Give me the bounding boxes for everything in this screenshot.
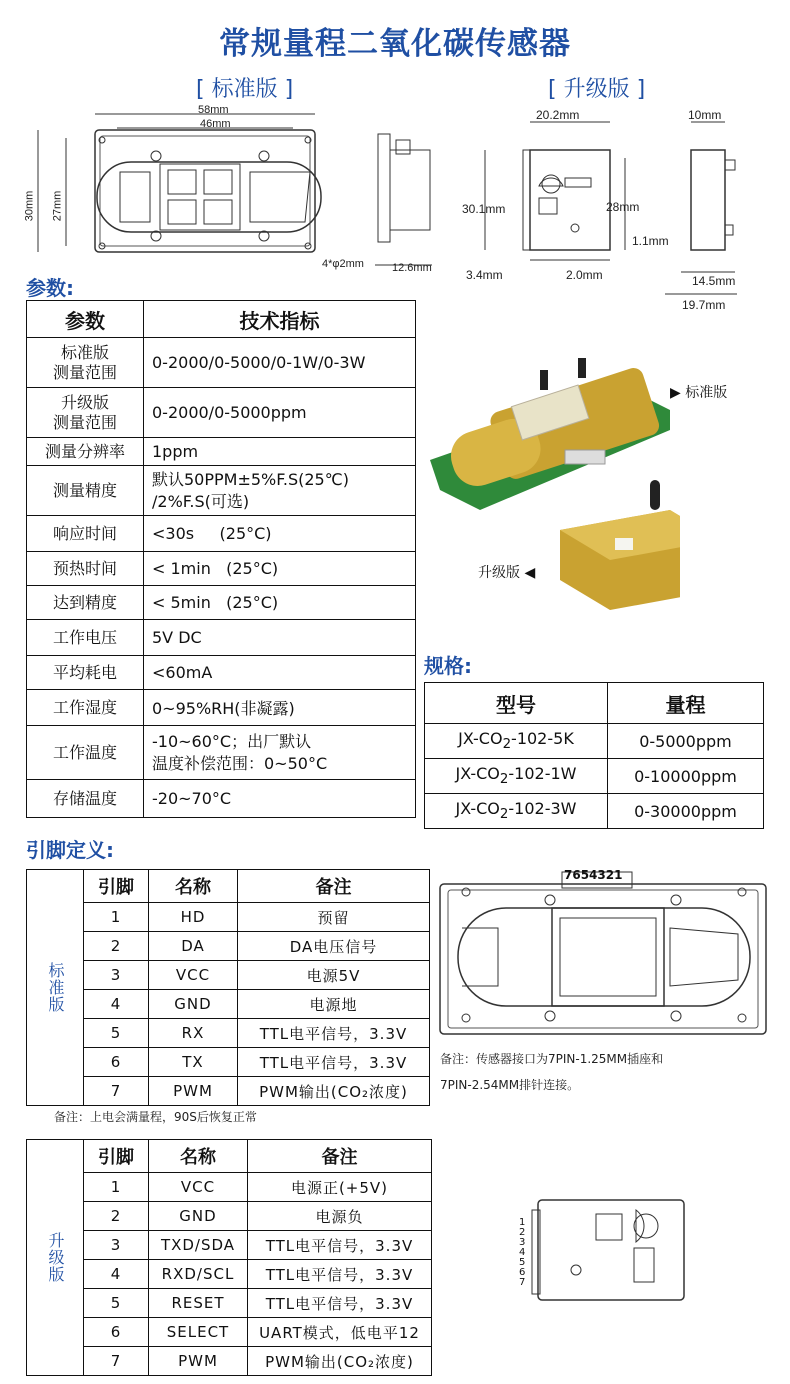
spec-model-sub: 2 <box>502 737 512 753</box>
pin-name: GND <box>149 990 238 1019</box>
pin-note: 电源正(+5V) <box>248 1173 432 1202</box>
table-row <box>27 990 430 1019</box>
dim-30mm: 30mm <box>23 190 36 222</box>
spec-section-title: 规格: <box>424 654 472 678</box>
table-row <box>27 1347 432 1376</box>
dim-2.0mm: 2.0mm <box>566 268 603 282</box>
spec-model-suffix: -102-3W <box>508 799 577 819</box>
pin-number: 5 <box>84 1289 149 1318</box>
pin-number: 3 <box>84 1231 149 1260</box>
standard-version-label: [ 标准版 ] <box>196 77 294 102</box>
param-key: 存储温度 <box>27 780 144 818</box>
table-row <box>27 932 430 961</box>
table-row <box>27 1318 432 1347</box>
pin-number: 7 <box>84 1077 149 1106</box>
upgrade-photo-label: 升级版 ◀ <box>478 565 536 581</box>
params-header-param: 参数 <box>27 301 144 338</box>
spec-table <box>424 682 764 829</box>
pin-note: PWM输出(CO₂浓度) <box>248 1347 432 1376</box>
pin-number: 2 <box>84 932 149 961</box>
pin-number: 1 <box>84 1173 149 1202</box>
dim-14.5mm: 14.5mm <box>692 274 736 288</box>
table-row <box>27 1048 430 1077</box>
spec-model-suffix: -102-5K <box>511 729 574 749</box>
dim-3.4mm: 3.4mm <box>466 268 503 282</box>
standard-pin-side-label: 标准版 <box>27 870 84 1106</box>
param-key: 标准版 测量范围 <box>27 338 144 388</box>
pin-name: RESET <box>149 1289 248 1318</box>
spec-range: 0-30000ppm <box>607 794 763 829</box>
upgrade-pin-digits <box>519 1218 527 1288</box>
pin-name: RX <box>149 1019 238 1048</box>
param-key: 升级版 测量范围 <box>27 388 144 438</box>
pin-note: DA电压信号 <box>238 932 430 961</box>
dim-27mm: 27mm <box>51 190 64 222</box>
spec-range: 0-10000ppm <box>607 759 763 794</box>
dim-28mm: 28mm <box>606 200 640 214</box>
table-row <box>27 1231 432 1260</box>
param-value: 0~95%RH(非凝露) <box>144 690 416 726</box>
pin-name: DA <box>149 932 238 961</box>
upgrade-pinout-drawing <box>518 1196 688 1304</box>
pin-header-name: 名称 <box>149 1140 248 1173</box>
pin-name: TX <box>149 1048 238 1077</box>
spec-model-prefix: JX-CO <box>455 799 500 819</box>
pin-name: GND <box>149 1202 248 1231</box>
spec-model-prefix: JX-CO <box>458 729 503 749</box>
connector-note-line1: 备注：传感器接口为7PIN-1.25MM插座和 <box>440 1052 664 1066</box>
table-row <box>27 1019 430 1048</box>
pin-number: 7 <box>84 1347 149 1376</box>
page-title: 常规量程二氧化碳传感器 <box>219 26 571 62</box>
pin-name: RXD/SCL <box>149 1260 248 1289</box>
spec-row <box>425 759 764 794</box>
table-row <box>27 1289 432 1318</box>
pin-note: PWM输出(CO₂浓度) <box>238 1077 430 1106</box>
params-table <box>26 300 416 818</box>
dim-19.7mm: 19.7mm <box>682 298 726 312</box>
spec-header-range: 量程 <box>607 683 763 724</box>
upgrade-pin-digit: 4 <box>519 1247 526 1258</box>
param-value: <30s (25°C) <box>144 516 416 552</box>
param-key: 测量分辨率 <box>27 438 144 466</box>
spec-header-model: 型号 <box>425 683 608 724</box>
pin-note: 电源5V <box>238 961 430 990</box>
pin-name: TXD/SDA <box>149 1231 248 1260</box>
spec-model-sub: 2 <box>499 772 509 788</box>
pin-header-note: 备注 <box>248 1140 432 1173</box>
spec-model-suffix: -102-1W <box>508 764 577 784</box>
product-photos <box>420 350 680 630</box>
pin-name: SELECT <box>149 1318 248 1347</box>
connector-note-line2: 7PIN-2.54MM排针连接。 <box>440 1078 580 1092</box>
param-value: 默认50PPM±5%F.S(25℃) /2%F.S(可选) <box>144 466 416 516</box>
pin-numbers-label: 7654321 <box>564 868 623 882</box>
param-key: 工作湿度 <box>27 690 144 726</box>
dim-30.1mm: 30.1mm <box>462 202 506 216</box>
pin-header-pin: 引脚 <box>84 1140 149 1173</box>
param-key: 平均耗电 <box>27 656 144 690</box>
upgrade-pin-table <box>26 1139 432 1376</box>
upgrade-pin-side-label: 升级版 <box>27 1140 84 1376</box>
pin-header-note: 备注 <box>238 870 430 903</box>
pin-number: 1 <box>84 903 149 932</box>
pin-note: TTL电平信号，3.3V <box>238 1048 430 1077</box>
param-value: <60mA <box>144 656 416 690</box>
upgrade-sensor-illustration <box>560 480 680 610</box>
param-key: 达到精度 <box>27 586 144 620</box>
dim-10mm: 10mm <box>688 108 722 122</box>
param-value: < 5min (25°C) <box>144 586 416 620</box>
pin-name: PWM <box>149 1347 248 1376</box>
param-key: 工作温度 <box>27 726 144 780</box>
upgrade-pin-digit: 2 <box>519 1227 526 1238</box>
standard-dimension-drawing <box>20 100 460 280</box>
upgrade-pin-digit: 3 <box>519 1237 526 1248</box>
param-value: 5V DC <box>144 620 416 656</box>
table-row <box>27 1260 432 1289</box>
pin-number: 6 <box>84 1048 149 1077</box>
pins-section-title: 引脚定义: <box>26 838 114 862</box>
standard-photo-label: ▶ 标准版 <box>670 385 728 401</box>
param-value: -10~60°C；出厂默认 温度补偿范围：0~50°C <box>144 726 416 780</box>
param-value: 0-2000/0-5000ppm <box>144 388 416 438</box>
pin-name: VCC <box>149 961 238 990</box>
pin-note: TTL电平信号，3.3V <box>238 1019 430 1048</box>
pin-number: 4 <box>84 990 149 1019</box>
dim-20.2mm: 20.2mm <box>536 108 580 122</box>
dim-1.1mm: 1.1mm <box>632 234 669 248</box>
table-row <box>27 961 430 990</box>
table-row <box>27 903 430 932</box>
spec-row <box>425 724 764 759</box>
table-row <box>27 1173 432 1202</box>
upgrade-pin-digit: 6 <box>519 1267 526 1278</box>
pin-number: 2 <box>84 1202 149 1231</box>
pin-number: 6 <box>84 1318 149 1347</box>
pin-note: TTL电平信号，3.3V <box>248 1231 432 1260</box>
pin-number: 5 <box>84 1019 149 1048</box>
dim-46mm: 46mm <box>200 118 231 130</box>
spec-model-sub: 2 <box>499 807 509 823</box>
power-note: 备注：上电会满量程，90S后恢复正常 <box>54 1110 257 1124</box>
standard-pin-table <box>26 869 430 1106</box>
pin-note: 预留 <box>238 903 430 932</box>
pin-note: 电源负 <box>248 1202 432 1231</box>
pin-note: TTL电平信号，3.3V <box>248 1289 432 1318</box>
pin-name: PWM <box>149 1077 238 1106</box>
standard-sensor-illustration <box>430 358 670 510</box>
dim-holes: 4*φ2mm <box>322 258 364 270</box>
param-key: 工作电压 <box>27 620 144 656</box>
pin-note: 电源地 <box>238 990 430 1019</box>
upgrade-pin-digit: 5 <box>519 1257 526 1268</box>
standard-pinout-drawing <box>438 868 770 1038</box>
upgrade-pin-digit: 1 <box>519 1217 526 1228</box>
param-value: -20~70°C <box>144 780 416 818</box>
upgrade-version-label: [ 升级版 ] <box>548 77 646 102</box>
pin-number: 3 <box>84 961 149 990</box>
spec-range: 0-5000ppm <box>607 724 763 759</box>
spec-model-prefix: JX-CO <box>455 764 500 784</box>
param-key: 测量精度 <box>27 466 144 516</box>
pin-header-name: 名称 <box>149 870 238 903</box>
table-row <box>27 1202 432 1231</box>
pin-name: HD <box>149 903 238 932</box>
dim-58mm: 58mm <box>198 104 229 116</box>
pin-name: VCC <box>149 1173 248 1202</box>
pin-note: TTL电平信号，3.3V <box>248 1260 432 1289</box>
param-key: 响应时间 <box>27 516 144 552</box>
pin-header-pin: 引脚 <box>84 870 149 903</box>
params-section-title: 参数: <box>26 276 74 300</box>
dim-depth: 12.6mm <box>392 262 432 274</box>
param-value: < 1min (25°C) <box>144 552 416 586</box>
table-row <box>27 1077 430 1106</box>
param-key: 预热时间 <box>27 552 144 586</box>
param-value: 0-2000/0-5000/0-1W/0-3W <box>144 338 416 388</box>
spec-row <box>425 794 764 829</box>
params-header-spec: 技术指标 <box>144 301 416 338</box>
pin-note: UART模式，低电平12 <box>248 1318 432 1347</box>
param-value: 1ppm <box>144 438 416 466</box>
pin-number: 4 <box>84 1260 149 1289</box>
upgrade-pin-digit: 7 <box>519 1277 526 1288</box>
